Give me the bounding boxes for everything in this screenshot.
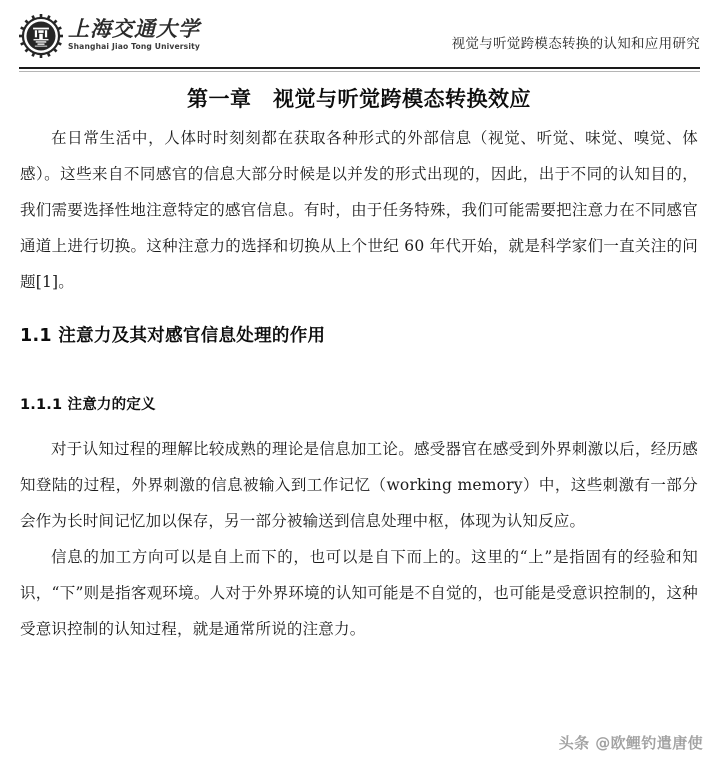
header-divider-thick xyxy=(19,67,700,69)
spacer-after-section-heading xyxy=(18,348,700,368)
spacer-after-subsection-heading xyxy=(18,415,700,431)
university-logo xyxy=(19,14,200,62)
body-paragraph-2: 信息的加工方向可以是自上而下的，也可以是自下而上的。这里的“上”是指固有的经验和知识，“下”则是指客观环境。人对于外界环境的认知可能是不自觉的，也可能是受意识控制的，这种受意识控制的认知过程，就是通常所说的注意力。 xyxy=(20,548,698,638)
university-logo-text xyxy=(68,14,200,52)
body-paragraph-1: 对于认知过程的理解比较成熟的理论是信息加工论。感受器官在感受到外界刺激以后，经历感知登陆的过程，外界刺激的信息被输入到工作记忆（working memory）中，这些刺激有一部分会作为长时间记忆加以保存，另一部分被输送到信息处理中枢，体现为认知反应。 xyxy=(20,440,698,530)
university-name-cn: 上海交通大学 xyxy=(68,16,200,41)
chapter-title: 第一章 视觉与听觉跨模态转换效应 xyxy=(187,87,531,111)
university-name-en: Shanghai Jiao Tong University xyxy=(68,42,200,51)
page-header xyxy=(0,0,716,70)
sjtu-emblem-icon xyxy=(19,14,63,58)
watermark-text: 头条 @欧鲤钓遣唐使 xyxy=(558,734,703,752)
subsection-heading-1-1-1: 1.1.1 注意力的定义 xyxy=(20,397,156,413)
section-heading-1-1: 1.1 注意力及其对感官信息处理的作用 xyxy=(20,326,326,346)
page-content xyxy=(18,78,700,647)
header-divider-thin xyxy=(19,71,700,72)
running-title: 视觉与听觉跨模态转换的认知和应用研究 xyxy=(451,36,700,52)
intro-paragraph: 在日常生活中，人体时时刻刻都在获取各种形式的外部信息（视觉、听觉、味觉、嗅觉、体感）。这些来自不同感官的信息大部分时候是以并发的形式出现的，因此，出于不同的认知目的，我们需要选择性地注意特定的感官信息。有时，由于任务特殊，我们可能需要把注意力在不同感官通道上进行切换。这种注意力的选择和切换从上个世纪 60 年代开始，就是科学家们一直关注的问题[1]。 xyxy=(20,129,698,291)
